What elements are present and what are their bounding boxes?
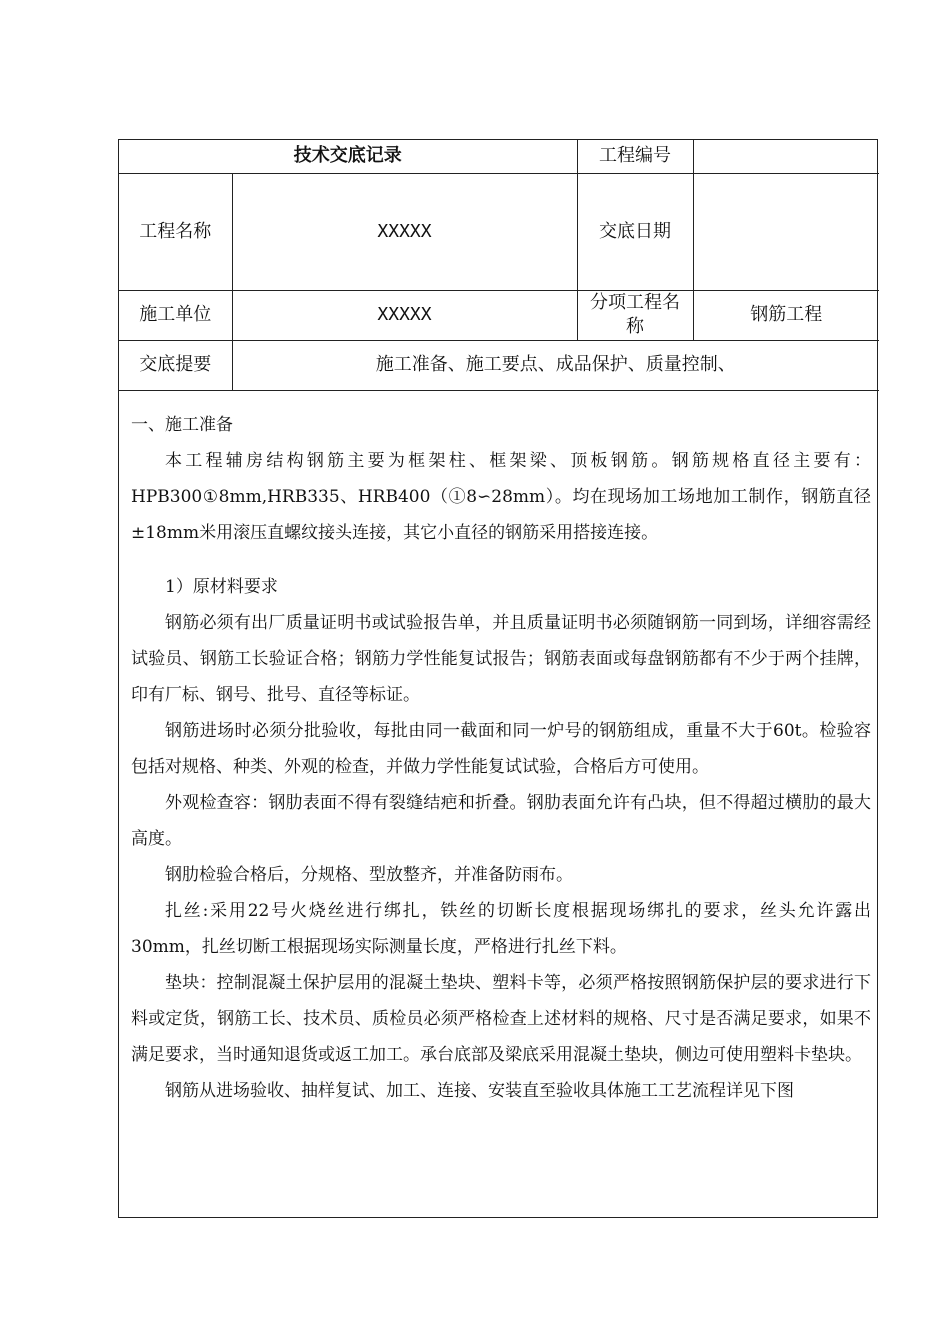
paragraph-appearance-check: 外观检查容：钢肋表面不得有裂缝结疤和折叠。钢肋表面允许有凸块，但不得超过横肋的最大高度。	[131, 792, 871, 849]
date-value	[693, 173, 879, 290]
disclosure-content	[119, 391, 877, 1109]
project-name-label: 工程名称	[119, 173, 232, 290]
project-no-label: 工程编号	[577, 140, 693, 173]
section-title-preparation: 一、施工准备	[131, 414, 233, 435]
paragraph-process-flow: 钢筋从进场验收、抽样复试、加工、连接、安装直至验收具体施工工艺流程详见下图	[165, 1080, 794, 1101]
spacer	[131, 551, 871, 569]
sub-project-label: 分项工程名称	[577, 290, 693, 340]
paragraph-storage: 钢肋检验合格后，分规格、型放整齐，并准备防雨布。	[165, 864, 573, 885]
summary-label: 交底提要	[119, 340, 232, 390]
record-title: 技术交底记录	[119, 140, 577, 173]
date-label: 交底日期	[577, 173, 693, 290]
disclosure-record-sheet	[118, 139, 878, 1218]
paragraph-binding-wire: 扎丝:采用22号火烧丝进行绑扎，铁丝的切断长度根据现场绑扎的要求，丝头允许露出30mm，扎丝切断工根据现场实际测量长度，严格进行扎丝下料。	[131, 900, 871, 957]
unit-label: 施工单位	[119, 290, 232, 340]
unit-value: XXXXX	[232, 290, 577, 340]
paragraph-certificates: 钢筋必须有出厂质量证明书或试验报告单，并且质量证明书必须随钢筋一同到场，详细容需经试验员、钢筋工长验证合格；钢筋力学性能复试报告；钢筋表面或每盘钢筋都有不少于两个挂牌，印有厂标、钢号、批号、直径等标证。	[131, 612, 871, 705]
summary-value: 施工准备、施工要点、成品保护、质量控制、	[232, 340, 879, 390]
sub-project-value: 钢筋工程	[693, 290, 879, 340]
paragraph-spacer-blocks: 垫块：控制混凝土保护层用的混凝土垫块、塑料卡等，必须严格按照钢筋保护层的要求进行下料或定货，钢筋工长、技术员、质检员必须严格检查上述材料的规格、尺寸是否满足要求，如果不满足要求，当时通知退货或返工加工。承台底部及梁底采用混凝土垫块，侧边可使用塑料卡垫块。	[131, 972, 871, 1065]
project-name-value: XXXXX	[232, 173, 577, 290]
paragraph-batch-acceptance: 钢筋进场时必须分批验收，每批由同一截面和同一炉号的钢筋组成，重量不大于60t。检验容包括对规格、种类、外观的检查，并做力学性能复试试验，合格后方可使用。	[131, 720, 871, 777]
project-no-value	[693, 140, 879, 173]
record-header-table	[119, 140, 879, 391]
subsection-title-materials: 1）原材料要求	[165, 576, 278, 597]
paragraph-overview: 本工程辅房结构钢筋主要为框架柱、框架梁、顶板钢筋。钢筋规格直径主要有：HPB300①8mm,HRB335、HRB400（①8∽28mm）。均在现场加工场地加工制作，钢筋直径±18mm米用滚压直螺纹接头连接，其它小直径的钢筋采用搭接连接。	[131, 450, 871, 543]
